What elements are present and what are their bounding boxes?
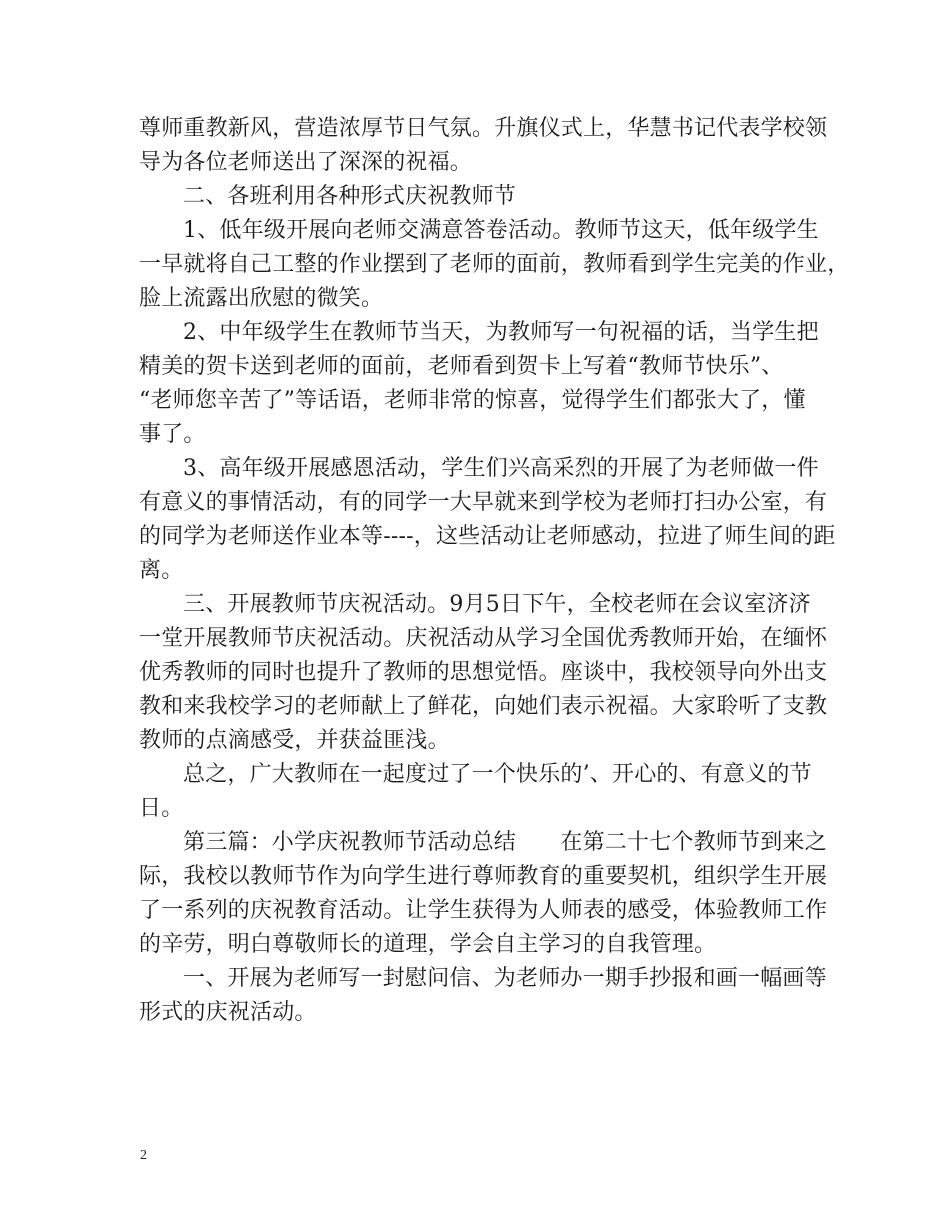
text-line: 尊师重教新风，营造浓厚节日气氛。升旗仪式上，华慧书记代表学校领	[139, 116, 828, 141]
text-line: 形式的庆祝活动。	[139, 1000, 317, 1025]
text-line: 一早就将自己工整的作业摆到了老师的面前，教师看到学生完美的作业，	[139, 252, 850, 277]
paragraph-start: 1、低年级开展向老师交满意答卷活动。教师节这天，低年级学生	[183, 218, 819, 243]
page-number: 2	[140, 1148, 147, 1163]
section-title-line: 第三篇：小学庆祝教师节活动总结 在第二十七个教师节到来之	[183, 830, 827, 855]
document-body	[139, 112, 850, 1030]
paragraph-start: 3、高年级开展感恩活动，学生们兴高采烈的开展了为老师做一件	[183, 456, 819, 481]
section-heading: 二、各班利用各种形式庆祝教师节	[183, 184, 517, 209]
text-line: 的同学为老师送作业本等----，这些活动让老师感动，拉进了师生间的距	[139, 524, 836, 549]
text-line: 际，我校以教师节作为向学生进行尊师教育的重要契机，组织学生开展	[139, 864, 828, 889]
text-line: 优秀教师的同时也提升了教师的思想觉悟。座谈中，我校领导向外出支	[139, 660, 828, 685]
paragraph-start: 总之，广大教师在一起度过了一个快乐的’、开心的、有意义的节	[183, 762, 812, 787]
text-line: 脸上流露出欣慰的微笑。	[139, 286, 384, 311]
text-line: “老师您辛苦了”等话语，老师非常的惊喜，觉得学生们都张大了，懂	[139, 388, 806, 413]
text-line: 一堂开展教师节庆祝活动。庆祝活动从学习全国优秀教师开始，在缅怀	[139, 626, 828, 651]
text-line: 事了。	[139, 422, 206, 447]
text-line: 日。	[139, 796, 184, 821]
paragraph-start: 三、开展教师节庆祝活动。9月5日下午，全校老师在会议室济济	[183, 592, 811, 617]
text-line: 精美的贺卡送到老师的面前，老师看到贺卡上写着“教师节快乐”、	[139, 354, 784, 379]
text-line: 教和来我校学习的老师献上了鲜花，向她们表示祝福。大家聆听了支教	[139, 694, 828, 719]
paragraph-start: 2、中年级学生在教师节当天，为教师写一句祝福的话，当学生把	[183, 320, 819, 345]
text-line: 的辛劳，明白尊敬师长的道理，学会自主学习的自我管理。	[139, 932, 717, 957]
text-line: 有意义的事情活动，有的同学一大早就来到学校为老师打扫办公室，有	[139, 490, 828, 515]
text-line: 导为各位老师送出了深深的祝福。	[139, 150, 473, 175]
text-line: 教师的点滴感受，并获益匪浅。	[139, 728, 450, 753]
text-line: 了一系列的庆祝教育活动。让学生获得为人师表的感受，体验教师工作	[139, 898, 828, 923]
text-line: 离。	[139, 558, 184, 583]
paragraph-start: 一、开展为老师写一封慰问信、为老师办一期手抄报和画一幅画等	[183, 966, 827, 991]
